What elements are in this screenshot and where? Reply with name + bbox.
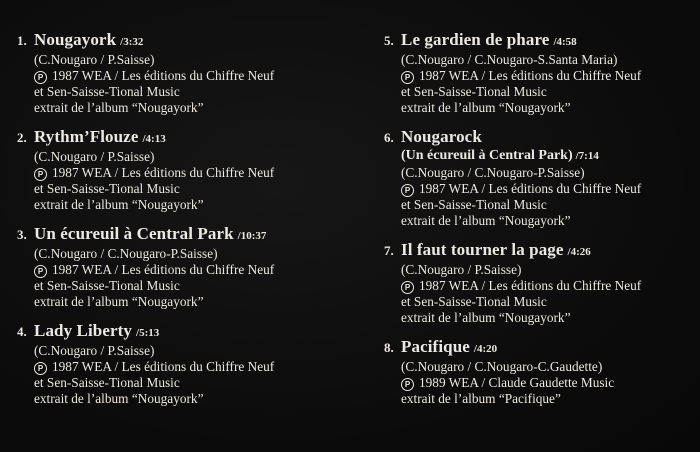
track-publisher: et Sen-Saisse-Tional Music — [401, 294, 547, 309]
track-title: Rythm’Flouze — [34, 127, 139, 146]
track-publisher: et Sen-Saisse-Tional Music — [34, 84, 180, 99]
phonogram-copyright-icon: P — [401, 184, 414, 197]
track-heading — [384, 240, 694, 262]
track-heading — [17, 127, 357, 149]
track-duration: /7:14 — [575, 150, 599, 162]
track-duration: /4:58 — [553, 36, 577, 48]
track-publisher: et Sen-Saisse-Tional Music — [34, 375, 180, 390]
track-source-album: extrait de l’album “Pacifique” — [401, 391, 561, 406]
track-copyright-line — [401, 278, 694, 294]
track-source-album: extrait de l’album “Nougayork” — [401, 100, 571, 115]
track-heading — [384, 30, 694, 52]
phonogram-copyright-icon: P — [34, 168, 47, 181]
track-3 — [17, 224, 357, 310]
track-copyright: 1989 WEA / Claude Gaudette Music — [419, 375, 615, 390]
track-credits: (C.Nougaro / C.Nougaro-S.Santa Maria) — [401, 52, 618, 67]
track-6 — [384, 127, 694, 229]
track-credits: (C.Nougaro / C.Nougaro-P.Saisse) — [34, 246, 218, 261]
track-title: Nougarock — [401, 127, 482, 146]
track-number: 8. — [384, 340, 394, 355]
track-copyright-line — [34, 359, 357, 375]
track-publisher: et Sen-Saisse-Tional Music — [34, 278, 180, 293]
track-copyright: 1987 WEA / Les éditions du Chiffre Neuf — [419, 278, 642, 293]
track-copyright: 1987 WEA / Les éditions du Chiffre Neuf — [52, 165, 275, 180]
track-title: Le gardien de phare — [401, 30, 550, 49]
phonogram-copyright-icon: P — [401, 71, 414, 84]
track-title: Il faut tourner la page — [401, 240, 564, 259]
track-duration: /4:20 — [473, 343, 498, 355]
track-duration: /3:32 — [120, 36, 144, 48]
track-copyright-line — [34, 262, 357, 278]
track-credits: (C.Nougaro / P.Saisse) — [401, 262, 522, 277]
track-heading — [384, 337, 694, 359]
track-source-album: extrait de l’album “Nougayork” — [401, 213, 571, 228]
track-credits: (C.Nougaro / C.Nougaro-P.Saisse) — [401, 165, 585, 180]
track-title: Pacifique — [401, 337, 470, 356]
track-number: 6. — [384, 130, 394, 145]
track-subtitle-line — [401, 147, 694, 165]
phonogram-copyright-icon: P — [401, 281, 414, 294]
track-number: 2. — [17, 130, 27, 145]
track-number: 4. — [17, 324, 27, 339]
track-source-album: extrait de l’album “Nougayork” — [34, 100, 204, 115]
track-copyright: 1987 WEA / Les éditions du Chiffre Neuf — [52, 262, 275, 277]
track-duration: /4:13 — [142, 133, 166, 145]
track-credits: (C.Nougaro / P.Saisse) — [34, 343, 155, 358]
track-title: Lady Liberty — [34, 321, 133, 340]
track-copyright: 1987 WEA / Les éditions du Chiffre Neuf — [52, 359, 275, 374]
track-number: 1. — [17, 33, 27, 48]
track-duration: /10:37 — [237, 230, 267, 242]
track-copyright-line — [34, 68, 357, 84]
phonogram-copyright-icon: P — [401, 378, 414, 391]
track-copyright: 1987 WEA / Les éditions du Chiffre Neuf — [52, 68, 275, 83]
track-credits: (C.Nougaro / P.Saisse) — [34, 52, 155, 67]
track-2 — [17, 127, 357, 213]
tracklist-right-column — [384, 30, 694, 418]
track-heading — [17, 321, 357, 343]
track-copyright-line — [401, 375, 694, 391]
tracklist-left-column — [17, 30, 357, 418]
track-duration: /4:26 — [567, 246, 591, 258]
track-number: 7. — [384, 243, 394, 258]
track-subtitle: (Un écureuil à Central Park) — [401, 148, 573, 163]
track-credits: (C.Nougaro / C.Nougaro-C.Gaudette) — [401, 359, 603, 374]
track-8 — [384, 337, 694, 407]
track-source-album: extrait de l’album “Nougayork” — [34, 391, 204, 406]
track-title: Un écureuil à Central Park — [34, 224, 234, 243]
track-copyright: 1987 WEA / Les éditions du Chiffre Neuf — [419, 181, 642, 196]
track-title: Nougayork — [34, 30, 117, 49]
track-source-album: extrait de l’album “Nougayork” — [401, 310, 571, 325]
track-7 — [384, 240, 694, 326]
track-5 — [384, 30, 694, 116]
track-credits: (C.Nougaro / P.Saisse) — [34, 149, 155, 164]
track-copyright: 1987 WEA / Les éditions du Chiffre Neuf — [419, 68, 642, 83]
phonogram-copyright-icon: P — [34, 265, 47, 278]
track-source-album: extrait de l’album “Nougayork” — [34, 294, 204, 309]
track-heading — [17, 30, 357, 52]
track-heading — [17, 224, 357, 246]
track-source-album: extrait de l’album “Nougayork” — [34, 197, 204, 212]
track-duration: /5:13 — [136, 327, 160, 339]
track-publisher: et Sen-Saisse-Tional Music — [34, 181, 180, 196]
track-number: 3. — [17, 227, 27, 242]
track-1 — [17, 30, 357, 116]
track-copyright-line — [401, 68, 694, 84]
phonogram-copyright-icon: P — [34, 71, 47, 84]
track-number: 5. — [384, 33, 394, 48]
track-4 — [17, 321, 357, 407]
phonogram-copyright-icon: P — [34, 362, 47, 375]
track-copyright-line — [401, 181, 694, 197]
track-copyright-line — [34, 165, 357, 181]
track-heading — [384, 127, 694, 147]
track-publisher: et Sen-Saisse-Tional Music — [401, 197, 547, 212]
track-publisher: et Sen-Saisse-Tional Music — [401, 84, 547, 99]
